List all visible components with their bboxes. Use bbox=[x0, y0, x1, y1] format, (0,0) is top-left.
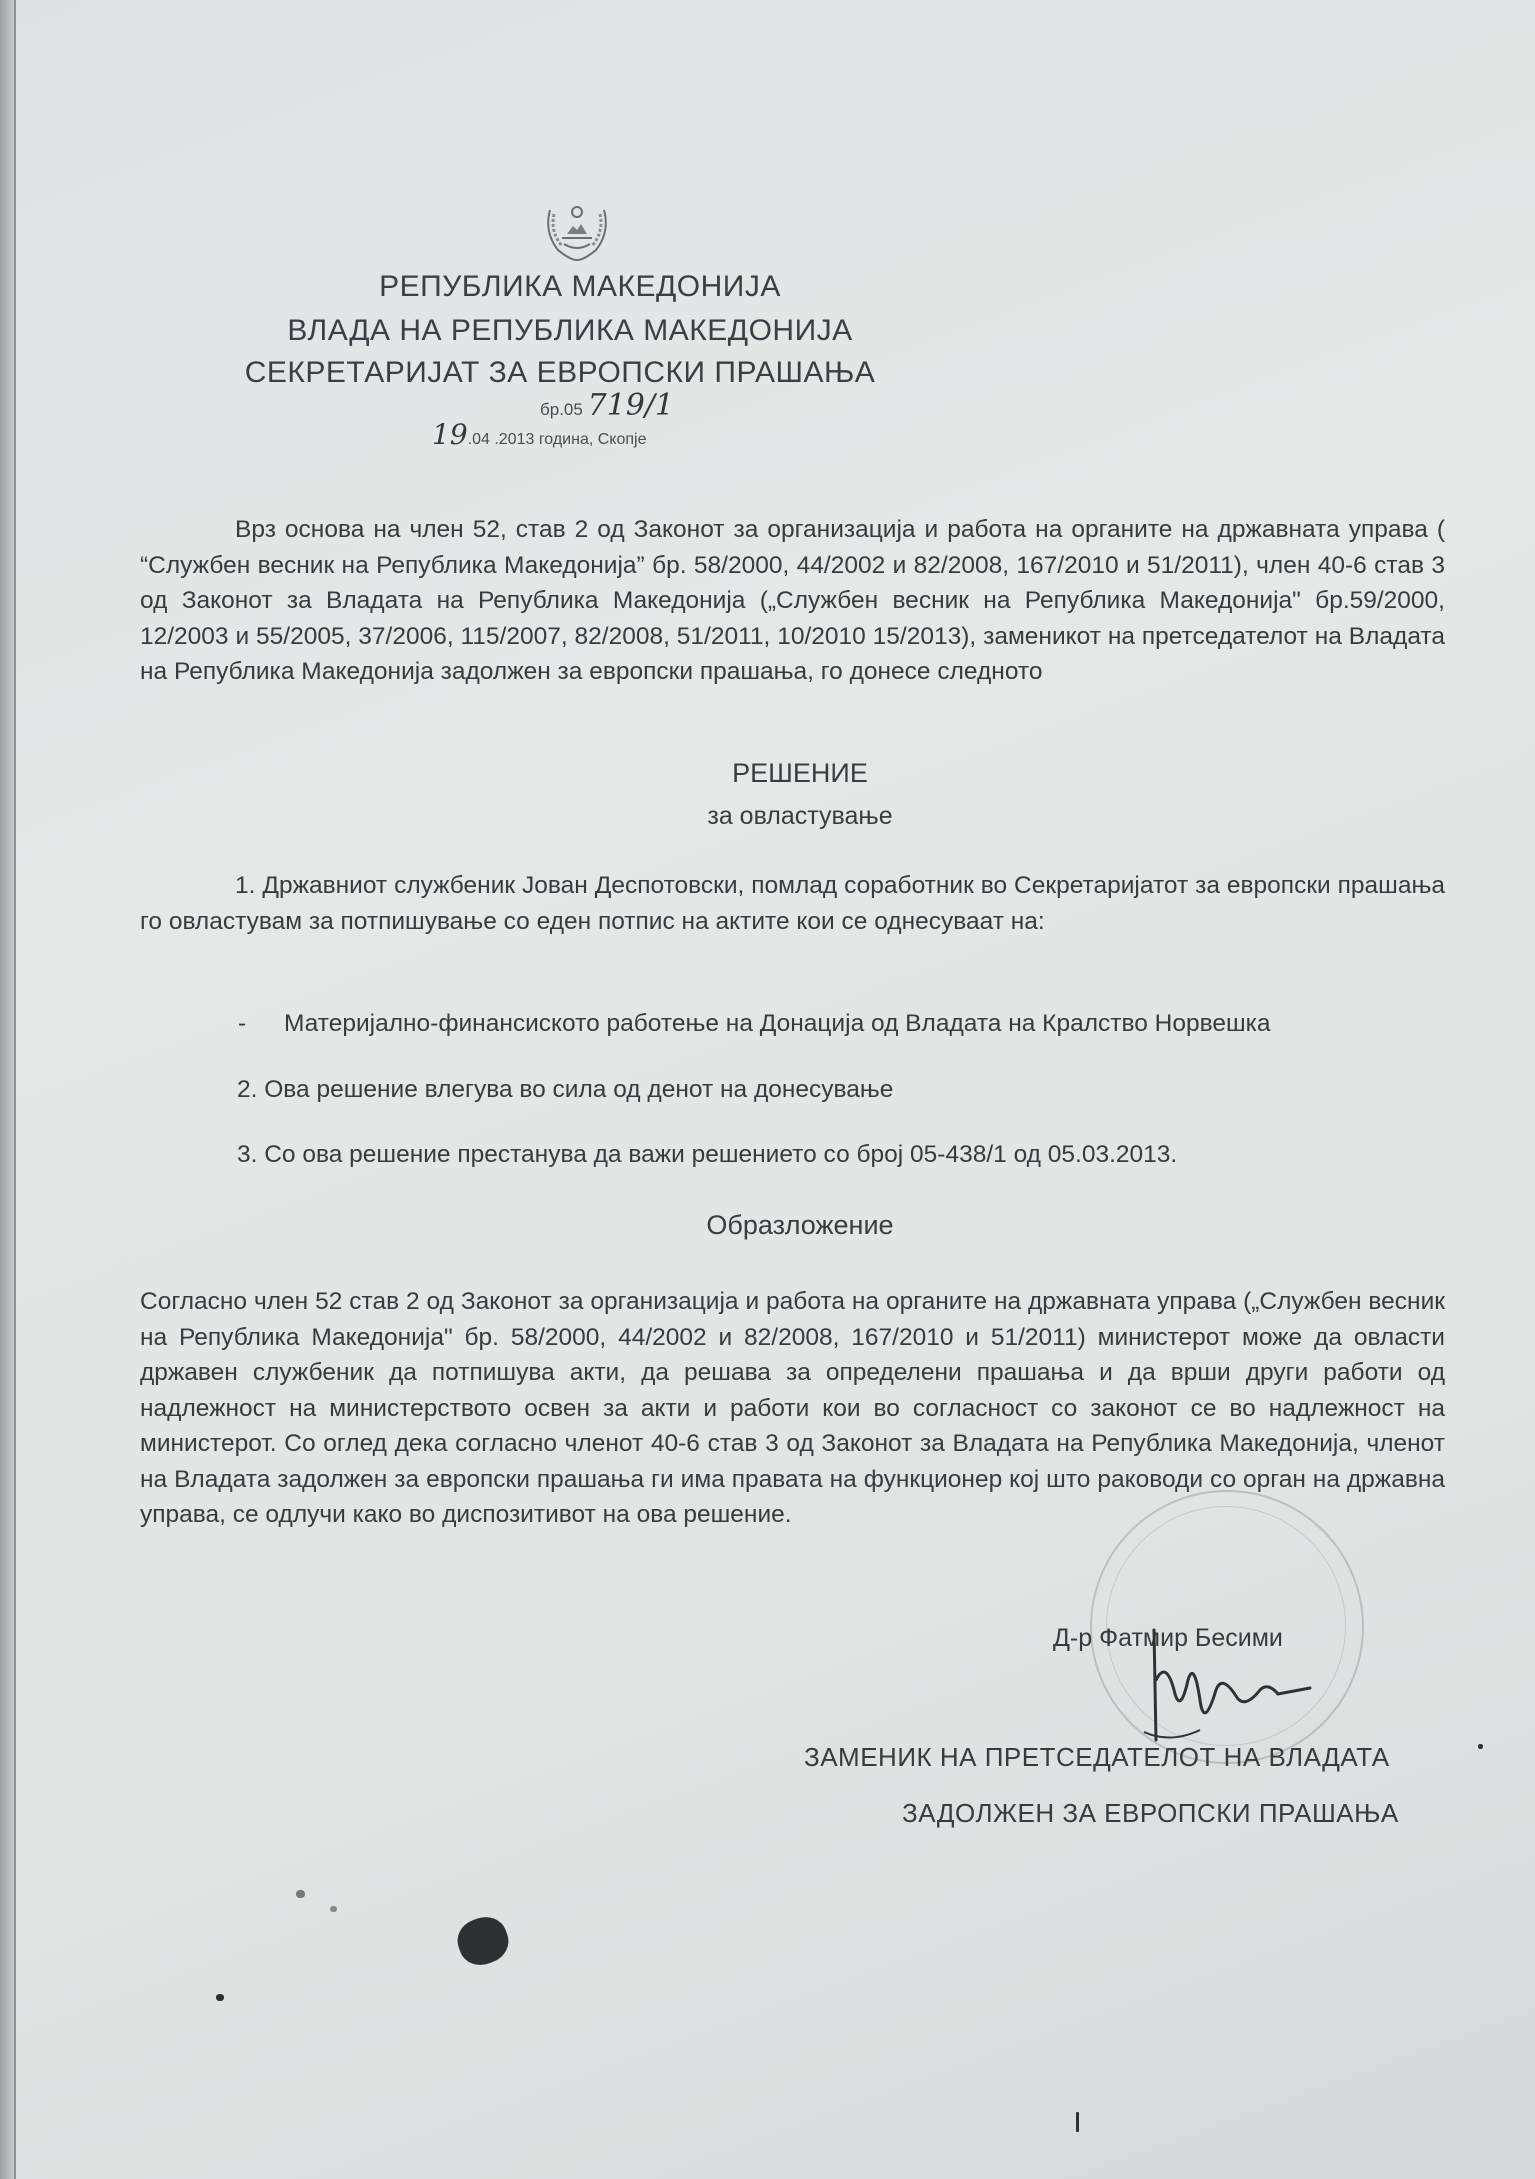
signatory-function-line-1: ЗАМЕНИК НА ПРЕТСЕДАТЕЛОТ НА ВЛАДАТА bbox=[804, 1742, 1390, 1772]
coat-of-arms-icon bbox=[540, 200, 614, 264]
header-secretariat: СЕКРЕТАРИЈАТ ЗА ЕВРОПСКИ ПРАШАЊА bbox=[244, 356, 876, 389]
decision-item-1: 1. Државниот службеник Јован Деспотовски, помлад соработник во Секретаријатот за европски прашања го овластувам за потпишување со еден потпис на актите кои се однесуваат на: bbox=[140, 872, 1445, 935]
handwritten-signature bbox=[1140, 1620, 1330, 1760]
date-rest: .04 .2013 година, Скопје bbox=[467, 431, 647, 448]
decision-title: РЕШЕНИЕ bbox=[732, 758, 868, 788]
decision-bullet bbox=[238, 1010, 1270, 1038]
ink-dot bbox=[330, 1906, 337, 1912]
ink-dot bbox=[296, 1890, 305, 1898]
explanation-paragraph: Согласно член 52 став 2 од Законот за организација и работа на органите на државната управа („Службен весник на Република Македонија" бр. 58/2000, 44/2002 и 82/2008, 167/2010 и 51/2011) министерот може да овласти државен службеник да потпишува акти, да решава за определени прашања и да врши други работи од надлежност на министерството освен за акти и работи кои во согласност со законот се во надлежност на министерот. Со оглед дека согласно членот 40-6 став 3 од Законот за Владата на Република Македонија, членот на Владата задолжен за европски прашања ги има правата на функционер кој што раководи со орган на државна управа, се одлучи како во диспозитивот на ова решение. bbox=[140, 1288, 1445, 1528]
reg-prefix: бр.05 bbox=[540, 400, 583, 419]
ink-mark bbox=[1076, 2112, 1079, 2132]
decision-item-3: 3. Со ова решение престанува да важи решението со број 05-438/1 од 05.03.2013. bbox=[237, 1141, 1178, 1168]
decision-item-2: 2. Ова решение влегува во сила од денот на донесување bbox=[237, 1076, 894, 1103]
decision-subtitle: за овластување bbox=[707, 802, 893, 830]
intro-paragraph: Врз основа на член 52, став 2 од Законот за организација и работа на органите на државната управа ( “Службен весник на Република Македонија” бр. 58/2000, 44/2002 и 82/2008, 167/2010 и 51/2011), член 40-6 став 3 од Законот за Владата на Република Македонија („Службен весник на Република Македонија" бр.59/2000, 12/2003 и 55/2005, 37/2006, 115/2007, 82/2008, 51/2011, 10/2010 15/2013), заменикот на претседателот на Владата на Република Македонија задолжен за европски прашања, го донесе следното bbox=[140, 516, 1445, 685]
header-government: ВЛАДА НА РЕПУБЛИКА МАКЕДОНИЈА bbox=[287, 314, 853, 347]
reg-number-handwritten: 719/1 bbox=[587, 388, 675, 423]
page-edge-line bbox=[14, 0, 16, 2179]
bullet-dash: - bbox=[238, 1010, 247, 1037]
signatory-name: Д-р Фатмир Бесими bbox=[1053, 1624, 1283, 1652]
signatory-function-line-2: ЗАДОЛЖЕН ЗА ЕВРОПСКИ ПРАШАЊА bbox=[902, 1798, 1399, 1828]
bullet-text: Материјално-финансиското работење на Донација од Владата на Кралство Норвешка bbox=[284, 1010, 1271, 1037]
registration-date bbox=[432, 418, 647, 451]
page-edge-shadow bbox=[0, 0, 14, 2179]
ink-dot bbox=[216, 1994, 224, 2001]
ink-smudge bbox=[452, 1911, 515, 1971]
header-country: РЕПУБЛИКА МАКЕДОНИЈА bbox=[379, 270, 781, 303]
explanation-title: Образложение bbox=[706, 1210, 894, 1240]
ink-dot bbox=[1478, 1744, 1483, 1749]
date-day-handwritten: 19 bbox=[432, 418, 468, 451]
